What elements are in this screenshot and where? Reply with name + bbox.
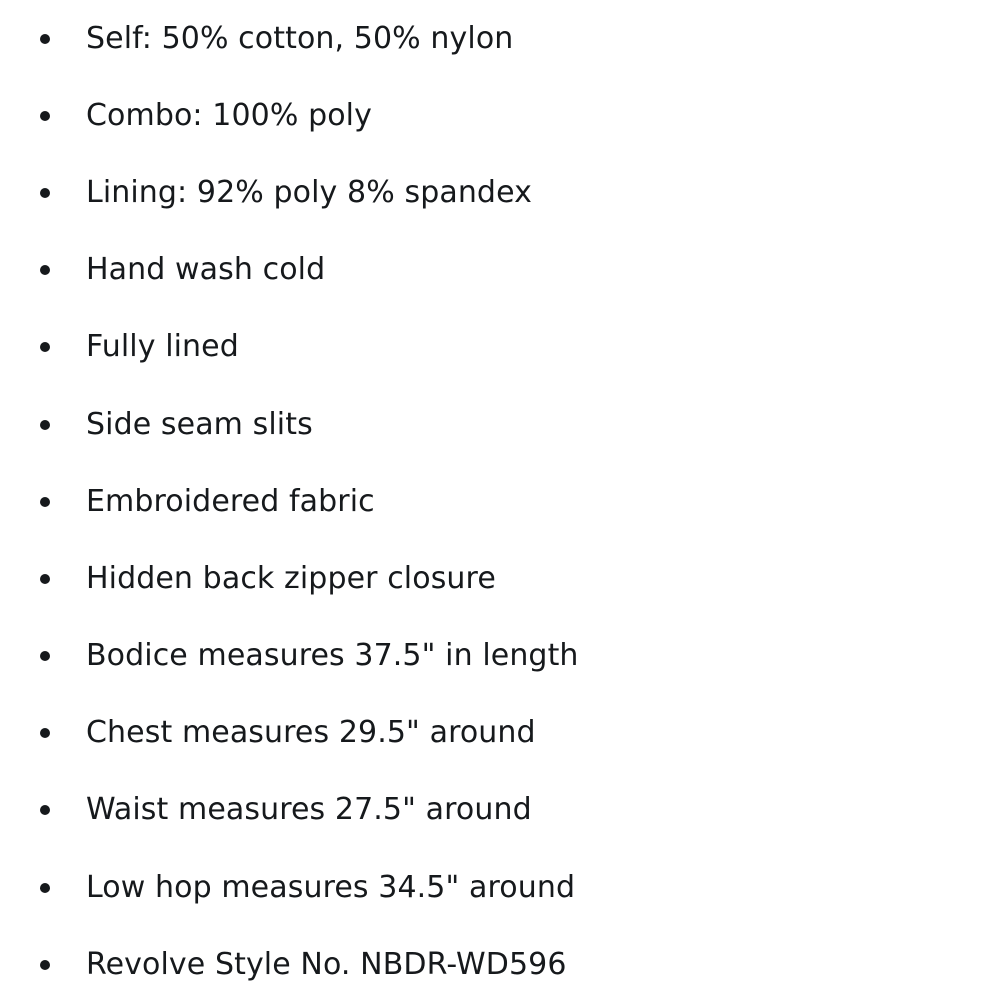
bullet-icon (40, 960, 50, 970)
list-item (0, 0, 1000, 77)
bullet-icon (40, 188, 50, 198)
list-item-label: Revolve Style No. NBDR-WD596 (86, 946, 567, 982)
list-item (0, 232, 1000, 309)
bullet-icon (40, 805, 50, 815)
bullet-icon (40, 574, 50, 584)
list-item-label: Side seam slits (86, 406, 313, 442)
bullet-icon (40, 265, 50, 275)
bullet-icon (40, 111, 50, 121)
bullet-icon (40, 420, 50, 430)
list-item-label: Low hop measures 34.5" around (86, 869, 576, 905)
list-item (0, 772, 1000, 849)
list-item-label: Fully lined (86, 329, 239, 365)
bullet-icon (40, 728, 50, 738)
list-item-label: Chest measures 29.5" around (86, 715, 536, 751)
bullet-icon (40, 651, 50, 661)
list-item (0, 926, 1000, 1003)
list-item-label: Hidden back zipper closure (86, 560, 496, 596)
list-item (0, 540, 1000, 617)
list-item-label: Lining: 92% poly 8% spandex (86, 174, 532, 210)
list-item (0, 154, 1000, 231)
list-item-label: Waist measures 27.5" around (86, 792, 532, 828)
list-item (0, 463, 1000, 540)
bullet-icon (40, 342, 50, 352)
list-item-label: Self: 50% cotton, 50% nylon (86, 20, 514, 56)
list-item-label: Combo: 100% poly (86, 97, 372, 133)
list-item (0, 309, 1000, 386)
bullet-icon (40, 497, 50, 507)
list-item (0, 618, 1000, 695)
list-item-label: Bodice measures 37.5" in length (86, 638, 579, 674)
list-item-label: Hand wash cold (86, 252, 326, 288)
list-item (0, 386, 1000, 463)
list-item (0, 77, 1000, 154)
list-item-label: Embroidered fabric (86, 483, 375, 519)
list-item (0, 849, 1000, 926)
list-item (0, 695, 1000, 772)
bullet-icon (40, 34, 50, 44)
bullet-icon (40, 883, 50, 893)
